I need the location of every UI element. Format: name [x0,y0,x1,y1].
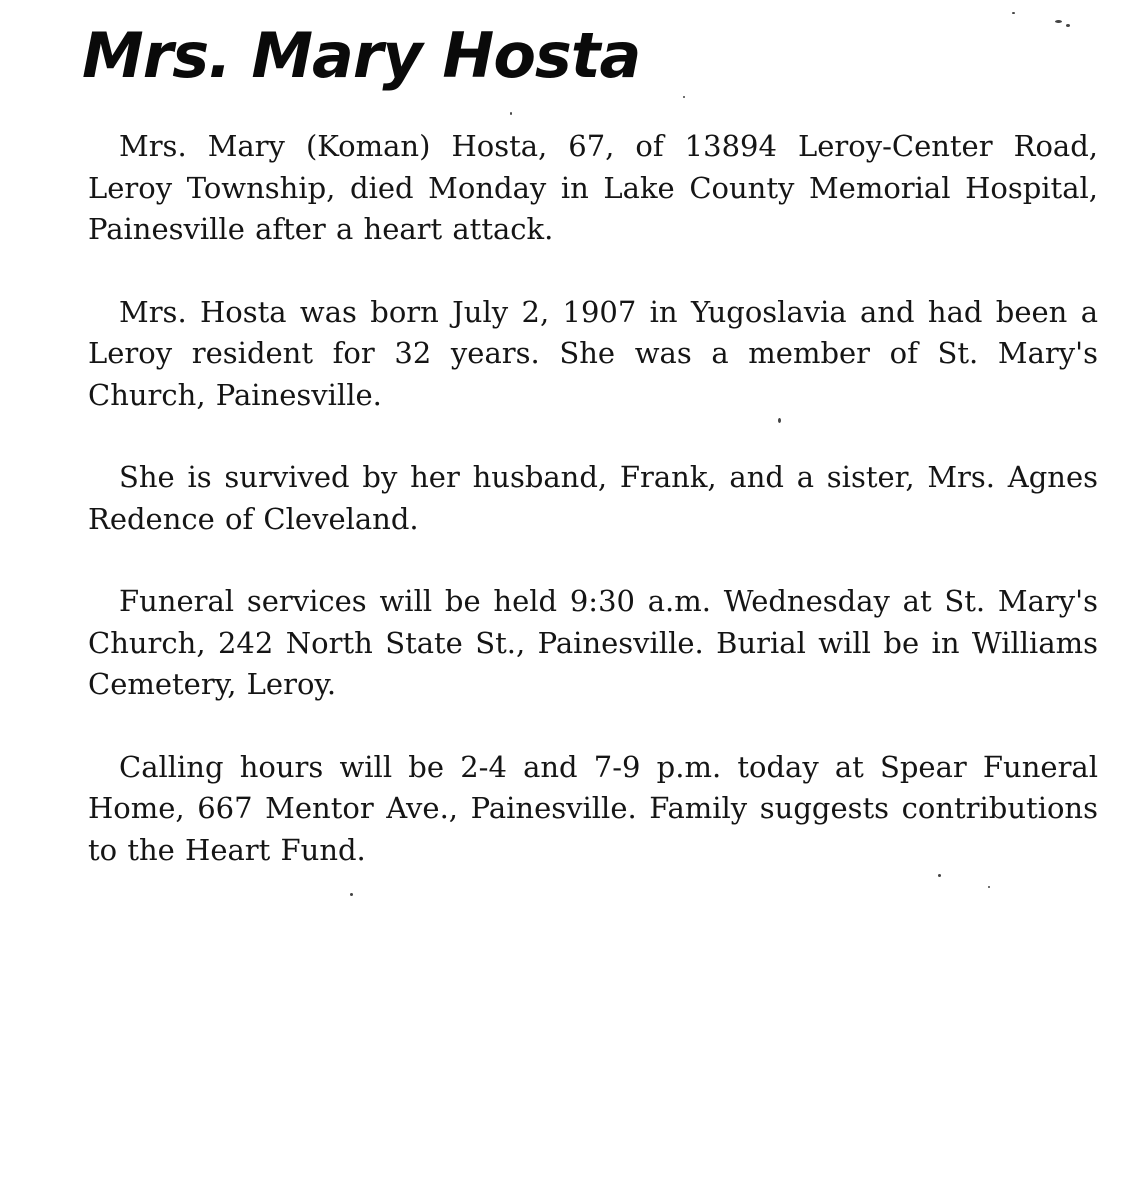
headline: Mrs. Mary Hosta [82,19,641,92]
paragraph-calling-hours: Calling hours will be 2-4 and 7-9 p.m. today at Spear Funeral Home, 667 Mentor Ave., Painesville. Family suggests contributions to the Heart Fund. [88,749,1098,867]
scan-speck [1055,20,1062,23]
scan-speck [683,96,685,98]
paragraph-funeral-services: Funeral services will be held 9:30 a.m. Wednesday at St. Mary's Church, 242 North State St., Painesville. Burial will be in Williams Cemetery, Leroy. [88,584,1098,701]
scan-speck [350,893,353,896]
scan-speck [988,886,990,888]
paragraph-survivors: She is survived by her husband, Frank, and a sister, Mrs. Agnes Redence of Cleveland. [88,460,1098,536]
article-body [88,126,1098,912]
scan-speck [778,418,781,423]
scan-speck [1066,24,1070,27]
scan-speck [1012,12,1015,14]
scan-speck [938,874,941,877]
paragraph-death-notice: Mrs. Mary (Koman) Hosta, 67, of 13894 Leroy-Center Road, Leroy Township, died Monday in Lake County Memorial Hospital, Painesville after a heart attack. [88,129,1098,246]
paragraph-biography: Mrs. Hosta was born July 2, 1907 in Yugoslavia and had been a Leroy resident for 32 years. She was a member of St. Mary's Church, Painesville. [88,294,1098,412]
scan-speck [510,112,512,115]
